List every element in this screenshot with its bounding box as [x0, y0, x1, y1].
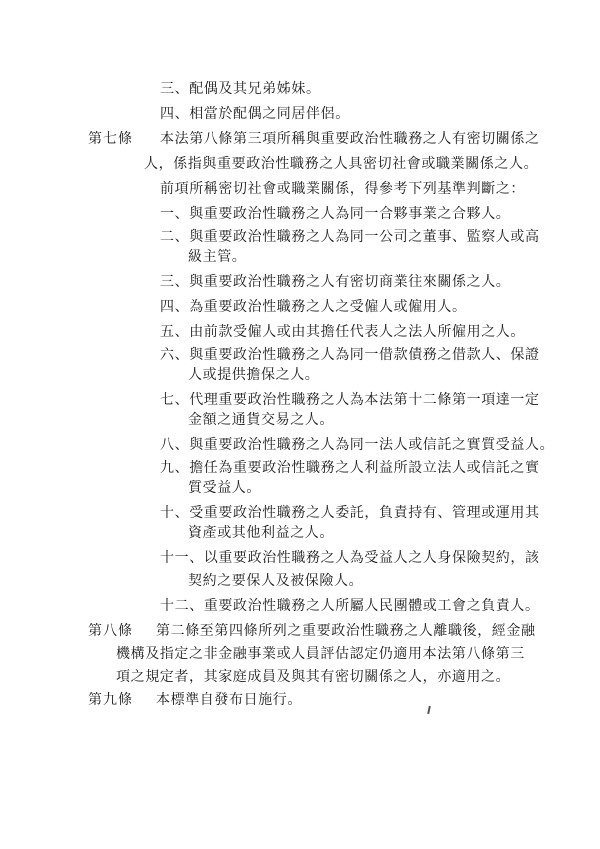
list-item-cont: 質受益人。: [188, 480, 261, 496]
article-seven-text: 本法第八條第三項所稱與重要政治性職務之人有密切關係之: [160, 131, 540, 147]
list-item: 十、受重要政治性職務之人委託，負責持有、管理或運用其: [160, 505, 540, 521]
list-item: 四、為重要政治性職務之人之受僱人或僱用人。: [160, 299, 467, 315]
article-number: 第八條: [88, 623, 133, 639]
list-item-cont: 契約之要保人及被保險人。: [188, 573, 364, 589]
list-item-cont: 人或提供擔保之人。: [188, 367, 320, 383]
article-eight-text: 機構及指定之非金融事業或人員評估認定仍適用本法第八條第三: [116, 646, 525, 662]
list-item: 九、擔任為重要政治性職務之人利益所設立法人或信託之實: [160, 460, 540, 476]
list-item-cont: 金額之通貨交易之人。: [188, 412, 334, 428]
list-item-cont: 級主管。: [188, 249, 247, 265]
list-item: 七、代理重要政治性職務之人為本法第十二條第一項達一定: [160, 392, 540, 408]
list-item-cont: 資產或其他利益之人。: [188, 525, 334, 541]
article-seven-text: 人，係指與重要政治性職務之人具密切社會或職業關係之人。: [144, 156, 539, 172]
list-item: 十二、重要政治性職務之人所屬人民團體或工會之負責人。: [160, 598, 540, 614]
item-spouse-siblings: 三、配偶及其兄弟姊妹。: [160, 81, 321, 97]
article-nine-text: 本標準自發布日施行。: [156, 692, 302, 708]
article-number: 第七條: [88, 131, 133, 147]
list-item: 一、與重要政治性職務之人為同一合夥事業之合夥人。: [160, 206, 511, 222]
list-item: 三、與重要政治性職務之人有密切商業往來關係之人。: [160, 274, 511, 290]
article-eight-text: 第二條至第四條所列之重要政治性職務之人離職後，經金融: [156, 623, 536, 639]
list-item: 六、與重要政治性職務之人為同一借款債務之借款人、保證: [160, 347, 540, 363]
item-cohabiting-partner: 四、相當於配偶之同居伴侶。: [160, 106, 350, 122]
list-item: 十一、以重要政治性職務之人為受益人之人身保險契約，該: [160, 550, 540, 566]
list-item: 二、與重要政治性職務之人為同一公司之董事、監察人或高: [160, 229, 540, 245]
article-seven-text: 前項所稱密切社會或職業關係，得參考下列基準判斷之：: [160, 181, 525, 197]
list-item: 八、與重要政治性職務之人為同一法人或信託之實質受益人。: [160, 437, 555, 453]
list-item: 五、由前款受僱人或由其擔任代表人之法人所僱用之人。: [160, 324, 525, 340]
article-number: 第九條: [88, 692, 133, 708]
article-eight-text: 項之規定者，其家庭成員及與其有密切關係之人，亦適用之。: [116, 669, 511, 685]
scan-mark: [427, 706, 431, 714]
